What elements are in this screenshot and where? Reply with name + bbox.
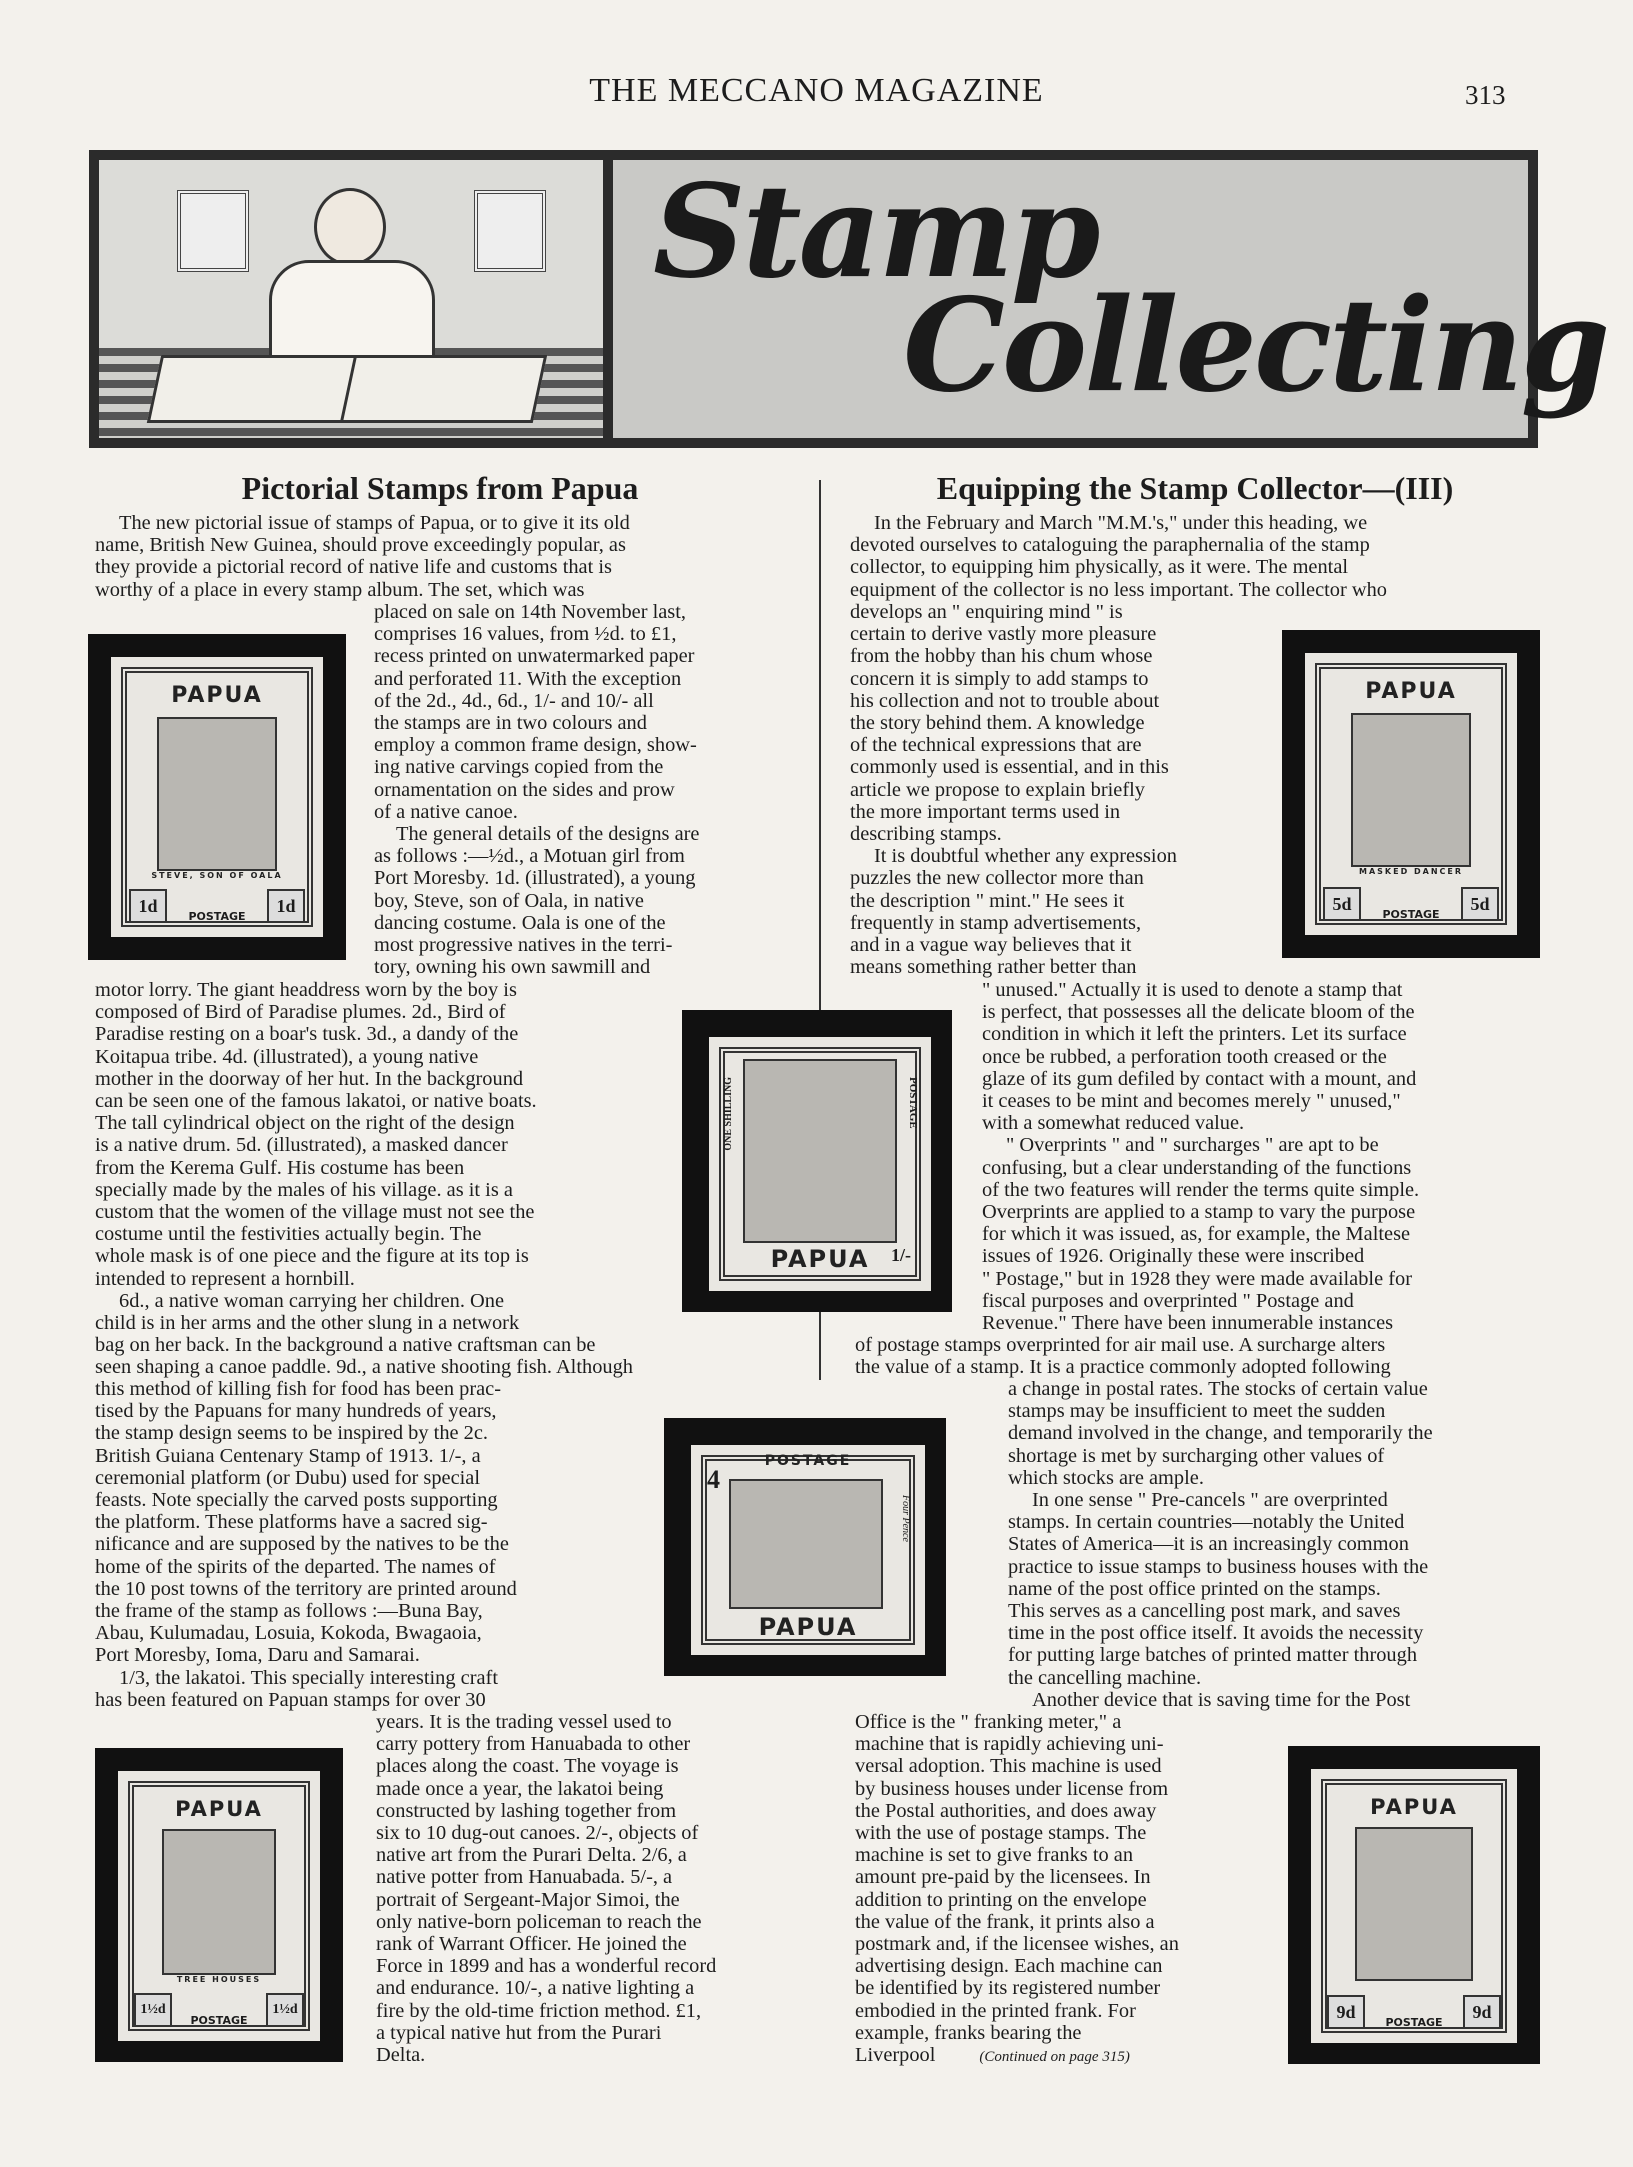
text-line: ceremonial platform (or Dubu) used for special xyxy=(95,1466,481,1489)
text-line-end: example, franks bearing the Liverpool xyxy=(855,2021,1082,2067)
text-line: the 10 post towns of the territory are printed around xyxy=(95,1577,517,1600)
text-line: Revenue." There have been innumerable instances xyxy=(982,1312,1394,1335)
text-line: States of America—it is an increasingly common xyxy=(1008,1533,1409,1556)
text-line: comprises 16 values, from ½d. to £1, xyxy=(374,623,677,646)
text-line: of postage stamps overprinted for air mail use. A surcharge alters xyxy=(855,1334,1386,1356)
text-line: " Overprints " and " surcharges " are apt to be xyxy=(1006,1134,1379,1157)
text-line: addition to printing on the envelope xyxy=(855,1888,1147,1911)
text-line: amount pre-paid by the licensees. In xyxy=(855,1866,1151,1889)
text-line: embodied in the printed frank. For xyxy=(855,1999,1136,2022)
stamp-country: PAPUA xyxy=(1370,1795,1458,1819)
text-line: postmark and, if the licensee wishes, an xyxy=(855,1933,1179,1956)
text-line: intended to represent a hornbill. xyxy=(95,1267,355,1290)
text-line: bag on her back. In the background a native craftsman can be xyxy=(95,1334,596,1356)
text-line: and in a vague way believes that it xyxy=(850,934,1132,957)
mini-stamp-left-icon xyxy=(177,190,249,272)
banner xyxy=(89,150,1608,448)
text-line: rank of Warrant Officer. He joined the xyxy=(376,1933,687,1956)
text-line: of a native canoe. xyxy=(374,800,518,823)
text-line: with the use of postage stamps. The xyxy=(855,1822,1147,1845)
banner-title-word1: Stamp xyxy=(653,157,1098,307)
text-line: It is doubtful whether any expression xyxy=(874,845,1177,868)
text-line: demand involved in the change, and temporarily the xyxy=(1008,1422,1433,1445)
right-article-intro xyxy=(850,512,1540,601)
text-line: tised by the Papuans for many hundreds of years, xyxy=(95,1400,497,1423)
stamp-caption: MASKED DANCER xyxy=(1358,867,1464,876)
native-dancer-icon xyxy=(157,717,277,871)
text-line: child is in her arms and the other slung in a network xyxy=(95,1312,520,1335)
ceremonial-platform-icon xyxy=(743,1059,897,1243)
text-line: The tall cylindrical object on the right of the design xyxy=(95,1112,515,1135)
text-line: whole mask is of one piece and the figure at its top is xyxy=(95,1245,529,1268)
text-line: of the 2d., 4d., 6d., 1/- and 10/- all xyxy=(374,689,654,712)
text-line: shortage is met by surcharging other values of xyxy=(1008,1444,1385,1467)
stamp-value-left: 1d xyxy=(129,889,167,923)
stamp-value-right: 5d xyxy=(1461,887,1499,921)
text-line: Port Moresby. 1d. (illustrated), a young xyxy=(374,867,696,890)
masked-dancer-icon xyxy=(1351,713,1471,867)
text-line: advertising design. Each machine can xyxy=(855,1955,1163,1978)
text-line xyxy=(855,2022,1255,2068)
text-line: frequently in stamp advertisements, xyxy=(850,911,1142,934)
text-line: Overprints are applied to a stamp to vary the purpose xyxy=(982,1201,1416,1224)
text-line: as follows :—½d., a Motuan girl from xyxy=(374,845,685,868)
continued-note: (Continued on page 315) xyxy=(979,2049,1130,2066)
magazine-title: THE MECCANO MAGAZINE xyxy=(589,72,1044,109)
text-line: Abau, Kulumadau, Losuia, Kokoda, Bwagaoia, xyxy=(95,1622,482,1645)
text-line: Koitapua tribe. 4d. (illustrated), a young native xyxy=(95,1045,479,1068)
text-line: certain to derive vastly more pleasure xyxy=(850,623,1157,646)
text-line: of the two features will render the terms quite simple. xyxy=(982,1178,1420,1201)
text-line: the more important terms used in xyxy=(850,800,1121,823)
text-line: native art from the Purari Delta. 2/6, a xyxy=(376,1844,687,1867)
text-line: boy, Steve, son of Oala, in native xyxy=(374,889,644,912)
text-line: practice to issue stamps to business houses with the xyxy=(1008,1555,1429,1578)
text-line: specially made by the males of his village. as it is a xyxy=(95,1178,513,1201)
stamp-postage-label: POSTAGE xyxy=(907,1077,919,1129)
text-line: with a somewhat reduced value. xyxy=(982,1112,1245,1135)
right-article-beside-stamp5 xyxy=(850,601,1250,978)
text-line: the stamps are in two colours and xyxy=(374,712,647,735)
text-line: " unused." Actually it is used to denote a stamp that xyxy=(982,979,1403,1001)
text-line: name of the post office printed on the stamps. xyxy=(1008,1577,1381,1600)
text-line: the Postal authorities, and does away xyxy=(855,1799,1157,1822)
text-line: this method of killing fish for food has been prac- xyxy=(95,1378,502,1400)
text-line: recess printed on unwatermarked paper xyxy=(374,645,695,668)
text-line: fire by the old-time friction method. £1, xyxy=(376,1999,702,2022)
text-line: devoted ourselves to cataloguing the paraphernalia of the stamp xyxy=(850,534,1370,557)
stamp-postage-label: POSTAGE xyxy=(190,2014,248,2027)
stamp-frame-2 xyxy=(682,1010,952,1312)
left-article-beside-stamp3 xyxy=(95,1378,635,1711)
stamp-frame-1 xyxy=(88,634,346,960)
text-line: mother in the doorway of her hut. In the background xyxy=(95,1067,524,1090)
text-line: In the February and March "M.M.'s," under this heading, we xyxy=(874,512,1368,534)
stamp-papua-1-half-d xyxy=(115,1768,323,2044)
text-line: tory, owning his own sawmill and xyxy=(374,956,651,979)
stamp-frame-5 xyxy=(1282,630,1540,958)
text-line: " Postage," but in 1928 they were made available for xyxy=(982,1267,1412,1290)
right-article-full-width xyxy=(855,1334,1540,1378)
stamp-value-left: 5d xyxy=(1323,887,1361,921)
stamp-papua-1d xyxy=(108,654,326,940)
text-line: made once a year, the lakatoi being xyxy=(376,1777,664,1800)
right-article-heading: Equipping the Stamp Collector—(III) xyxy=(936,470,1454,506)
stamp-value-left: 9d xyxy=(1327,1995,1365,2029)
stamp-postage-label: POSTAGE xyxy=(1385,2016,1443,2029)
stamp-value: 4 xyxy=(707,1465,720,1494)
text-line: The general details of the designs are xyxy=(396,823,700,846)
text-line: 6d., a native woman carrying her children. One xyxy=(119,1289,505,1312)
text-line: In one sense " Pre-cancels " are overprinted xyxy=(1032,1489,1388,1512)
right-article-beside-stamp3 xyxy=(1008,1378,1540,1711)
stamp-country: PAPUA xyxy=(175,1797,263,1821)
text-line: the stamp design seems to be inspired by the 2c. xyxy=(95,1422,489,1445)
stamp-value-right: 1d xyxy=(267,889,305,923)
text-line: Delta. xyxy=(376,2044,426,2067)
text-line: machine that is rapidly achieving uni- xyxy=(855,1733,1164,1756)
text-line: Paradise resting on a boar's tusk. 3d., a dandy of the xyxy=(95,1023,519,1046)
text-line: collector, to equipping him physically, as it were. The mental xyxy=(850,556,1349,579)
text-line: 1/3, the lakatoi. This specially interesting craft xyxy=(119,1666,499,1689)
text-line: placed on sale on 14th November last, xyxy=(374,601,687,623)
text-line: the platform. These platforms have a sacred sig- xyxy=(95,1511,488,1534)
text-line: carry pottery from Hanuabada to other xyxy=(376,1733,691,1756)
left-article-beside-stamp1 xyxy=(374,601,785,978)
text-line: is a native drum. 5d. (illustrated), a masked dancer xyxy=(95,1134,508,1157)
stamp-country: PAPUA xyxy=(770,1245,870,1273)
stamp-value-right: 9d xyxy=(1463,1995,1501,2029)
stamp-papua-4d xyxy=(688,1442,928,1658)
text-line: stamps may be insufficient to meet the sudden xyxy=(1008,1400,1386,1423)
text-line: worthy of a place in every stamp album. The set, which was xyxy=(95,578,585,601)
text-line: constructed by lashing together from xyxy=(376,1799,677,1822)
text-line: portrait of Sergeant-Major Simoi, the xyxy=(376,1888,680,1911)
text-line: Port Moresby, Ioma, Daru and Samarai. xyxy=(95,1644,420,1667)
text-line: home of the spirits of the departed. The names of xyxy=(95,1555,496,1578)
text-line: six to 10 dug-out canoes. 2/-, objects of xyxy=(376,1822,699,1845)
banner-title xyxy=(653,157,1608,421)
text-line: they provide a pictorial record of native life and customs that is xyxy=(95,556,612,579)
text-line: his collection and not to trouble about xyxy=(850,689,1160,712)
page-number: 313 xyxy=(1465,80,1506,110)
text-line: most progressive natives in the terri- xyxy=(374,934,673,957)
banner-illustration xyxy=(99,160,603,438)
text-line: issues of 1926. Originally these were inscribed xyxy=(982,1245,1365,1268)
text-line: seen shaping a canoe paddle. 9d., a native shooting fish. Although xyxy=(95,1356,633,1379)
text-line: fiscal purposes and overprinted " Postage and xyxy=(982,1289,1354,1312)
text-line: glaze of its gum defiled by contact with a mount, and xyxy=(982,1067,1417,1090)
text-line: which stocks are ample. xyxy=(1008,1466,1204,1489)
text-line: has been featured on Papuan stamps for over 30 xyxy=(95,1688,486,1711)
text-line: places along the coast. The voyage is xyxy=(376,1755,679,1778)
text-line: confusing, but a clear understanding of the functions xyxy=(982,1156,1412,1179)
text-line: is perfect, that possesses all the delicate bloom of the xyxy=(982,1001,1415,1024)
text-line: dancing costume. Oala is one of the xyxy=(374,911,666,934)
text-line: ornamentation on the sides and prow xyxy=(374,778,675,801)
text-line: condition in which it left the printers. Let its surface xyxy=(982,1023,1407,1046)
text-line: from the Kerema Gulf. His costume has been xyxy=(95,1156,465,1179)
text-line: once be rubbed, a perforation tooth creased or the xyxy=(982,1045,1387,1068)
tree-house-icon xyxy=(162,1829,276,1975)
stamp-postage-label: POSTAGE xyxy=(764,1453,852,1469)
stamp-country: PAPUA xyxy=(1365,679,1457,704)
stamp-caption: ONE SHILLING xyxy=(723,1077,734,1151)
text-line: stamps. In certain countries—notably the United xyxy=(1008,1511,1405,1534)
text-line: the frame of the stamp as follows :—Buna Bay, xyxy=(95,1600,483,1623)
text-line: Another device that is saving time for the Post xyxy=(1032,1688,1411,1711)
text-line: the value of the frank, it prints also a xyxy=(855,1910,1155,1933)
mini-stamp-right-icon xyxy=(474,190,546,272)
stamp-frame-6 xyxy=(1288,1746,1540,2064)
left-article-heading: Pictorial Stamps from Papua xyxy=(241,470,639,506)
stamp-value-left: 1½d xyxy=(134,1993,172,2027)
text-line: a typical native hut from the Purari xyxy=(376,2021,662,2044)
stamp-papua-9d xyxy=(1308,1766,1520,2046)
text-line: motor lorry. The giant headdress worn by the boy is xyxy=(95,979,517,1001)
text-line: a change in postal rates. The stocks of certain value xyxy=(1008,1378,1428,1400)
stamp-postage-label: POSTAGE xyxy=(188,910,246,923)
text-line: Force in 1899 and has a wonderful record xyxy=(376,1955,717,1978)
right-article-beside-stamp6 xyxy=(855,1711,1255,2068)
collector-head-icon xyxy=(314,188,386,266)
text-line: employ a common frame design, show- xyxy=(374,734,697,757)
left-article-intro xyxy=(95,512,785,601)
text-line: composed of Bird of Paradise plumes. 2d., Bird of xyxy=(95,1001,506,1024)
text-line: for putting large batches of printed matter through xyxy=(1008,1644,1418,1667)
left-article-beside-stamp2 xyxy=(95,979,655,1334)
text-line: means something rather better than xyxy=(850,956,1137,979)
stamp-value: 1/- xyxy=(891,1245,911,1265)
stamp-caption: TREE HOUSES xyxy=(176,1975,262,1984)
text-line: Office is the " franking meter," a xyxy=(855,1711,1122,1733)
banner-title-word2: Collecting xyxy=(903,271,1608,421)
text-line: describing stamps. xyxy=(850,823,1002,846)
text-line: custom that the women of the village must not see the xyxy=(95,1201,535,1224)
stamp-caption: Four Pence xyxy=(900,1495,911,1542)
left-article-full-width xyxy=(95,1334,785,1378)
stamp-frame-4 xyxy=(95,1748,343,2062)
text-line: puzzles the new collector more than xyxy=(850,867,1144,890)
stamp-album-icon xyxy=(147,355,547,423)
text-line: by business houses under license from xyxy=(855,1777,1169,1800)
left-article-beside-stamp4 xyxy=(376,1711,785,2066)
text-line: costume until the festivities actually begin. The xyxy=(95,1223,482,1246)
text-line: the cancelling machine. xyxy=(1008,1666,1202,1689)
text-line: can be seen one of the famous lakatoi, or native boats. xyxy=(95,1090,537,1113)
text-line: feasts. Note specially the carved posts supporting xyxy=(95,1489,498,1512)
text-line: years. It is the trading vessel used to xyxy=(376,1711,672,1733)
stamp-frame-3 xyxy=(664,1418,946,1676)
stamp-country: PAPUA xyxy=(171,683,263,708)
text-line: versal adoption. This machine is used xyxy=(855,1755,1162,1778)
stamp-value-right: 1½d xyxy=(266,1993,304,2027)
text-line: nificance and are supposed by the natives to be the xyxy=(95,1533,509,1556)
stamp-postage-label: POSTAGE xyxy=(1382,908,1440,921)
stamp-country: PAPUA xyxy=(758,1613,858,1641)
stamp-papua-5d xyxy=(1302,650,1520,938)
text-line: name, British New Guinea, should prove exceedingly popular, as xyxy=(95,534,626,557)
text-line: The new pictorial issue of stamps of Papua, or to give it its old xyxy=(119,512,630,534)
text-line: This serves as a cancelling post mark, and saves xyxy=(1008,1600,1401,1623)
text-line: it ceases to be mint and becomes merely " unused," xyxy=(982,1090,1401,1113)
text-line: article we propose to explain briefly xyxy=(850,778,1145,801)
text-line: only native-born policeman to reach the xyxy=(376,1910,702,1933)
text-line: the value of a stamp. It is a practice commonly adopted following xyxy=(855,1356,1391,1379)
text-line: the description " mint." He sees it xyxy=(850,889,1125,912)
native-mother-hut-icon xyxy=(729,1479,883,1609)
text-line: develops an " enquiring mind " is xyxy=(850,601,1123,623)
text-line: and perforated 11. With the exception xyxy=(374,667,682,690)
text-line: machine is set to give franks to an xyxy=(855,1844,1134,1867)
text-line: ing native carvings copied from the xyxy=(374,756,664,779)
text-line: for which it was issued, as, for example, the Maltese xyxy=(982,1223,1411,1246)
text-line: native potter from Hanuabada. 5/-, a xyxy=(376,1866,673,1889)
text-line: concern it is simply to add stamps to xyxy=(850,667,1149,690)
text-line: be identified by its registered number xyxy=(855,1977,1161,2000)
text-line: British Guiana Centenary Stamp of 1913. 1/-, a xyxy=(95,1444,481,1467)
text-line: and endurance. 10/-, a native lighting a xyxy=(376,1977,695,2000)
right-article-beside-stamp2 xyxy=(982,979,1540,1334)
stamp-caption: STEVE, SON OF OALA xyxy=(151,871,283,880)
text-line: from the hobby than his chum whose xyxy=(850,645,1153,668)
native-shooting-fish-icon xyxy=(1355,1827,1473,1981)
banner-title-panel xyxy=(613,157,1608,438)
text-line: time in the post office itself. It avoids the necessity xyxy=(1008,1622,1424,1645)
text-line: equipment of the collector is no less important. The collector who xyxy=(850,578,1388,601)
stamp-papua-1-shilling xyxy=(706,1034,934,1294)
text-line: commonly used is essential, and in this xyxy=(850,756,1169,779)
text-line: the story behind them. A knowledge xyxy=(850,712,1145,735)
text-line: of the technical expressions that are xyxy=(850,734,1142,757)
